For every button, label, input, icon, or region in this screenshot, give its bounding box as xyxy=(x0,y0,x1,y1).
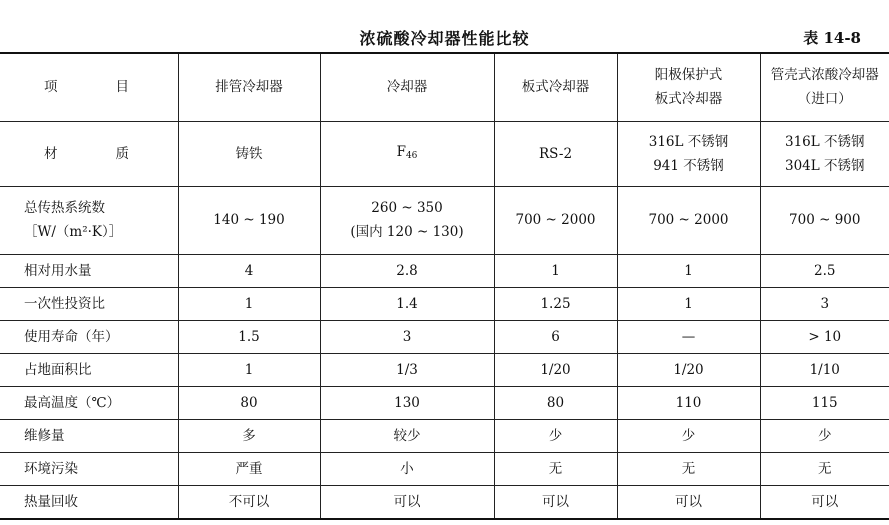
table-cell: RS-2 xyxy=(494,121,617,186)
table-cell: 140 ~ 190 xyxy=(178,186,320,254)
label-part: 项 xyxy=(44,79,58,96)
table-row xyxy=(0,121,889,186)
table-caption xyxy=(0,20,889,46)
table-cell: 260 ~ 350 (国内 120 ~ 130) xyxy=(320,186,494,254)
table-cell: 1 xyxy=(178,287,320,320)
column-header: 管壳式浓酸冷却器 （进口） xyxy=(760,53,889,121)
table-cell: 1.25 xyxy=(494,287,617,320)
table-cell: 3 xyxy=(320,321,494,354)
row-label: 热量回收 xyxy=(0,486,178,519)
table-row xyxy=(0,254,889,287)
table-cell: 无 xyxy=(760,453,889,486)
table-row xyxy=(0,186,889,254)
row-label: 一次性投资比 xyxy=(0,287,178,320)
table-cell: 700 ~ 2000 xyxy=(617,186,760,254)
label-part: 质 xyxy=(115,145,129,162)
row-label xyxy=(0,121,178,186)
table-cell: 1/20 xyxy=(494,354,617,387)
table-cell: 4 xyxy=(178,254,320,287)
table-cell: 110 xyxy=(617,387,760,420)
table-cell: 2.8 xyxy=(320,254,494,287)
table-cell: 少 xyxy=(760,420,889,453)
table-cell: 少 xyxy=(617,420,760,453)
table-cell: > 10 xyxy=(760,321,889,354)
row-label xyxy=(0,53,178,121)
table-cell: 80 xyxy=(178,387,320,420)
table-cell: 1 xyxy=(178,354,320,387)
row-label: 使用寿命（年） xyxy=(0,321,178,354)
label-part: 目 xyxy=(115,79,129,96)
table-title: 浓硫酸冷却器性能比较 xyxy=(359,29,530,48)
row-label: 占地面积比 xyxy=(0,354,178,387)
table-cell: 严重 xyxy=(178,453,320,486)
table-cell: 不可以 xyxy=(178,486,320,519)
table-cell: 少 xyxy=(494,420,617,453)
table-cell: — xyxy=(617,321,760,354)
table-cell: 1 xyxy=(617,254,760,287)
row-label: 最高温度（℃） xyxy=(0,387,178,420)
table-cell: 130 xyxy=(320,387,494,420)
table-cell: 1/3 xyxy=(320,354,494,387)
header-row xyxy=(0,53,889,121)
table-row xyxy=(0,287,889,320)
label-part: 材 xyxy=(44,145,58,162)
row-label: 相对用水量 xyxy=(0,254,178,287)
table-cell: 1 xyxy=(617,287,760,320)
table-cell: 无 xyxy=(494,453,617,486)
table-row xyxy=(0,354,889,387)
table-cell: 1.5 xyxy=(178,321,320,354)
row-label: 总传热系统数 ［W/（m²·K）］ xyxy=(0,186,178,254)
table-cell: 115 xyxy=(760,387,889,420)
column-header: 排管冷却器 xyxy=(178,53,320,121)
table-row xyxy=(0,486,889,519)
table-cell: 1.4 xyxy=(320,287,494,320)
table-cell: 可以 xyxy=(494,486,617,519)
column-header: 板式冷却器 xyxy=(494,53,617,121)
table-cell: 1 xyxy=(494,254,617,287)
table-cell: 700 ~ 2000 xyxy=(494,186,617,254)
table-cell: 80 xyxy=(494,387,617,420)
table-cell: 可以 xyxy=(320,486,494,519)
table-row xyxy=(0,321,889,354)
table-cell: 可以 xyxy=(617,486,760,519)
table-cell: 较少 xyxy=(320,420,494,453)
table-cell: 可以 xyxy=(760,486,889,519)
table-cell: 无 xyxy=(617,453,760,486)
table-cell: 3 xyxy=(760,287,889,320)
table-cell: 2.5 xyxy=(760,254,889,287)
table-cell: 316L 不锈钢 941 不锈钢 xyxy=(617,121,760,186)
comparison-table xyxy=(0,52,889,520)
table-row xyxy=(0,453,889,486)
table-row xyxy=(0,387,889,420)
row-label: 环境污染 xyxy=(0,453,178,486)
column-header: 冷却器 xyxy=(320,53,494,121)
table-cell: 6 xyxy=(494,321,617,354)
table-cell: 小 xyxy=(320,453,494,486)
table-cell: 700 ~ 900 xyxy=(760,186,889,254)
table-cell: 铸铁 xyxy=(178,121,320,186)
table-cell: 1/20 xyxy=(617,354,760,387)
row-label: 维修量 xyxy=(0,420,178,453)
table-cell: 多 xyxy=(178,420,320,453)
column-header: 阳极保护式 板式冷却器 xyxy=(617,53,760,121)
table-cell: $F_{46}$ xyxy=(320,121,494,186)
table-cell: 316L 不锈钢 304L 不锈钢 xyxy=(760,121,889,186)
table-row xyxy=(0,420,889,453)
table-number: 表 14-8 xyxy=(803,29,861,47)
table-cell: 1/10 xyxy=(760,354,889,387)
